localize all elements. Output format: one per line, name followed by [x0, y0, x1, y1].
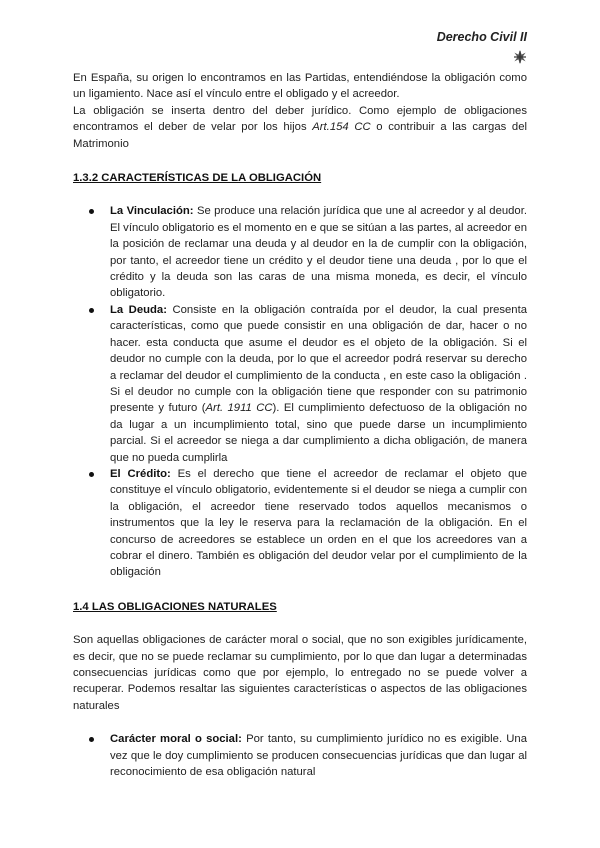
bullet-icon	[89, 308, 94, 313]
document-body	[73, 70, 527, 780]
section-heading-1-3-2: 1.3.2 CARACTERÍSTICAS DE LA OBLIGACIÓN	[73, 172, 322, 185]
page-header-title: Derecho Civil II	[436, 30, 527, 44]
list-item-text: Consiste en la obligación contraída por el deudor, la cual presenta características, como que puede consistir en una obligación de dar, hacer o no hacer. esta conducta que asume el deudor es el objeto de la obligación. Si el deudor no cumple con la deuda, por lo que el acreedor podrá reservar su derecho a reclamar del deudor el cumplimiento de la conducta , en este caso la obligación . Si el deudor no cumple con la obligación tiene que responder con su patrimonio presente y futuro (	[110, 303, 527, 415]
list-item-text-continued: ). El cumplimiento defectuoso de la obligación no da lugar a un incumplimiento total, sino que puede darse un incumplimiento parcial. Si el acreedor se niega a dar cumplimiento a dicha obligación, de manera que no pueda cumplirla	[110, 402, 527, 464]
intro-paragraph-1: En España, su origen lo encontramos en las Partidas, entendiéndose la obligación como un ligamiento. Nace así el vínculo entre el obligado y el acreedor.	[73, 72, 527, 101]
list-item-term: La Deuda:	[110, 303, 167, 316]
characteristics-list	[73, 203, 527, 580]
cross-pattee-icon	[513, 50, 527, 64]
list-item	[73, 466, 527, 581]
article-reference: Art.154 CC	[312, 121, 371, 134]
list-item	[73, 203, 527, 301]
list-item-term: La Vinculación:	[110, 205, 194, 218]
intro-paragraph-2: La obligación se inserta dentro del deber jurídico. Como ejemplo de obligaciones encontramos el deber de velar por los hijos Art.154 CC o contribuir a las cargas del Matrimonio	[73, 104, 527, 150]
natural-obligations-list	[73, 731, 527, 780]
list-item	[73, 731, 527, 780]
bullet-icon	[89, 737, 94, 742]
list-item-term: Carácter moral o social:	[110, 733, 242, 746]
list-item-text: Por tanto, su cumplimiento jurídico no es exigible. Una vez que le doy cumplimiento se producen consecuencias jurídicas que dan lugar al reconocimiento de esa obligación natural	[110, 733, 527, 779]
article-reference: Art. 1911 CC	[205, 402, 273, 415]
list-item-text: Es el derecho que tiene el acreedor de reclamar el objeto que constituye el vínculo obligatorio, evidentemente si el deudor se niega a cumplir con la obligación, el acreedor tiene reservado todos aquellos mecanismos o instrumentos que la ley le reserva para la reclamación de la obligación. En el concurso de acreedores se establece un orden en el que los acreedores van a cobrar el dinero. También es obligación del deudor velar por el cumplimiento de la obligación	[110, 467, 527, 579]
natural-obligations-paragraph: Son aquellas obligaciones de carácter moral o social, que no son exigibles jurídicamente, es decir, que no se puede reclamar su cumplimiento, por lo que dan lugar a determinadas consecuencias jurídicas como que por ejemplo, lo entregado no se puede volver a recuperar. Podemos resaltar las siguientes características o aspectos de las obligaciones naturales	[73, 634, 527, 712]
section-heading-1-4: 1.4 LAS OBLIGACIONES NATURALES	[73, 600, 277, 613]
bullet-icon	[89, 472, 94, 477]
bullet-icon	[89, 209, 94, 214]
list-item-text: Se produce una relación jurídica que une al acreedor y al deudor. El vínculo obligatorio es el momento en e que se sitúan a las partes, al acreedor en la posición de reclamar una deuda y al deudor en la de cumplir con la obligación, por tanto, el acreedor tiene un crédito y el deudor tiene una deuda , por lo que el crédito y la deuda son las caras de una misma moneda, es decir, el vínculo obligatorio.	[110, 205, 527, 300]
list-item	[73, 302, 527, 466]
list-item-term: El Crédito:	[110, 467, 171, 480]
